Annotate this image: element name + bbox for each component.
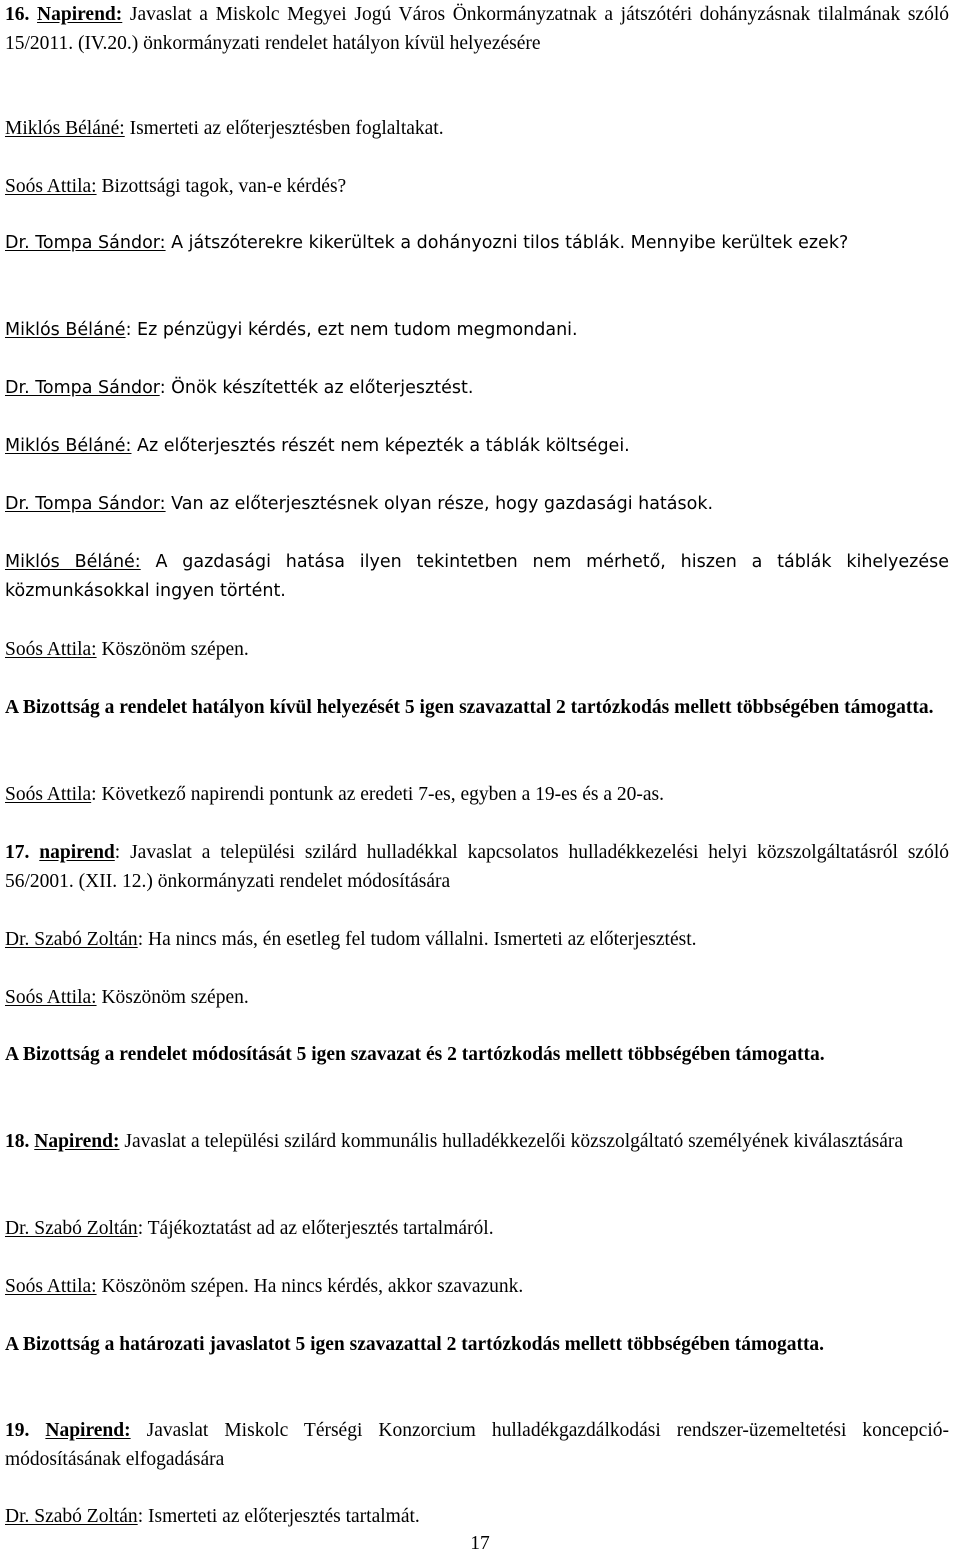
statement xyxy=(5,229,949,258)
statement-text: A játszóterekre kikerültek a dohányozni tilos táblák. Mennyibe kerültek ezek? xyxy=(165,233,849,253)
statement-text: Ismerteti az előterjesztésben foglaltakat. xyxy=(124,118,444,139)
statement xyxy=(5,316,949,345)
agenda-title: Javaslat a települési szilárd kommunális hulladékkezelői közszolgáltató személyének kiválasztására xyxy=(119,1131,904,1152)
statement-text: : Ismerteti az előterjesztés tartalmát. xyxy=(137,1506,420,1527)
speaker-name: Miklós Béláné xyxy=(5,320,126,340)
statement xyxy=(5,1214,949,1243)
speaker-name: Dr. Szabó Zoltán xyxy=(5,1218,138,1239)
statement-text: Bizottsági tagok, van-e kérdés? xyxy=(96,176,347,197)
statement-text: Az előterjesztés részét nem képezték a táblák költségei. xyxy=(131,436,630,456)
agenda-item-17 xyxy=(5,838,949,896)
agenda-title: Javaslat a Miskolc Megyei Jogú Város Önkormányzatnak a játszótéri dohányzásnak tilalmának szóló 15/2011. (IV.20.) önkormányzati rendelet hatályon kívül helyezésére xyxy=(5,4,949,54)
agenda-item-19 xyxy=(5,1416,949,1474)
statement-text: A gazdasági hatása ilyen tekintetben nem mérhető, hiszen a táblák kihelyezése közmunkásokkal ingyen történt. xyxy=(5,552,949,601)
agenda-title: : Javaslat a települési szilárd hulladékkal kapcsolatos hulladékkezelési helyi közszolgáltatásról szóló 56/2001. (XII. 12.) önkormányzati rendelet módosítására xyxy=(5,842,949,892)
statement-text: : Következő napirendi pontunk az eredeti 7-es, egyben a 19-es és a 20-as. xyxy=(91,784,665,805)
speaker-name: Miklós Béláné: xyxy=(5,436,132,456)
agenda-number: 17. xyxy=(5,842,30,863)
speaker-name: Dr. Szabó Zoltán xyxy=(5,929,138,950)
statement-text: : Ha nincs más, én esetleg fel tudom vállalni. Ismerteti az előterjesztést. xyxy=(137,929,697,950)
statement xyxy=(5,1272,949,1301)
statement-text: Köszönöm szépen. Ha nincs kérdés, akkor szavazunk. xyxy=(96,1276,524,1297)
statement xyxy=(5,635,949,664)
statement-text: Köszönöm szépen. xyxy=(96,987,249,1008)
speaker-name: Miklós Béláné: xyxy=(5,118,125,139)
statement xyxy=(5,432,949,461)
statement-text: Köszönöm szépen. xyxy=(96,639,249,660)
agenda-number: 16. xyxy=(5,4,30,25)
speaker-name: Miklós Béláné: xyxy=(5,552,141,572)
speaker-name: Soós Attila: xyxy=(5,176,97,197)
committee-decision: A Bizottság a rendelet hatályon kívül helyezését 5 igen szavazattal 2 tartózkodás mellett többségében támogatta. xyxy=(5,697,934,718)
statement xyxy=(5,983,949,1012)
speaker-name: Soós Attila xyxy=(5,784,92,805)
statement-text: : Önök készítették az előterjesztést. xyxy=(159,378,474,398)
speaker-name: Dr. Tompa Sándor: xyxy=(5,494,166,514)
agenda-label: Napirend: xyxy=(45,1420,131,1441)
statement xyxy=(5,1502,949,1531)
speaker-name: Soós Attila: xyxy=(5,639,97,660)
agenda-label: Napirend: xyxy=(37,4,123,25)
statement xyxy=(5,374,949,403)
statement xyxy=(5,548,949,606)
speaker-name: Dr. Szabó Zoltán xyxy=(5,1506,138,1527)
committee-decision: A Bizottság a határozati javaslatot 5 igen szavazattal 2 tartózkodás mellett többségében támogatta. xyxy=(5,1334,825,1355)
speaker-name: Soós Attila: xyxy=(5,1276,97,1297)
speaker-name: Dr. Tompa Sándor xyxy=(5,378,160,398)
statement xyxy=(5,172,949,201)
speaker-name: Soós Attila: xyxy=(5,987,97,1008)
statement xyxy=(5,780,949,809)
agenda-title: Javaslat Miskolc Térségi Konzorcium hulladékgazdálkodási rendszer-üzemeltetési koncepció-módosításának elfogadására xyxy=(5,1420,949,1470)
agenda-number: 19. xyxy=(5,1420,30,1441)
agenda-item-16 xyxy=(5,0,949,58)
statement xyxy=(5,925,949,954)
speaker-name: Dr. Tompa Sándor: xyxy=(5,233,166,253)
statement-text: : Tájékoztatást ad az előterjesztés tartalmáról. xyxy=(137,1218,494,1239)
agenda-label: Napirend: xyxy=(34,1131,120,1152)
agenda-number: 18. xyxy=(5,1131,30,1152)
statement-text: : Ez pénzügyi kérdés, ezt nem tudom megmondani. xyxy=(125,320,578,340)
committee-decision: A Bizottság a rendelet módosítását 5 igen szavazat és 2 tartózkodás mellett többségében támogatta. xyxy=(5,1044,825,1065)
statement-text: Van az előterjesztésnek olyan része, hogy gazdasági hatások. xyxy=(165,494,714,514)
statement xyxy=(5,490,949,519)
statement xyxy=(5,114,949,143)
agenda-item-18 xyxy=(5,1127,949,1156)
agenda-label: napirend xyxy=(39,842,115,863)
page-number: 17 xyxy=(470,1533,490,1554)
